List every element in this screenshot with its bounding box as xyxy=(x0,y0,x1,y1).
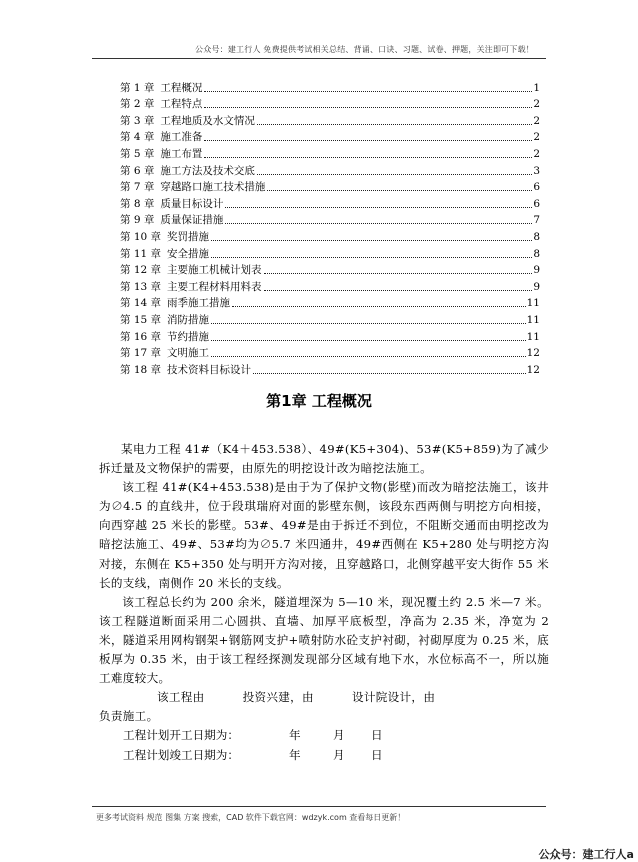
paragraph-2: 该工程 41#(K4+453.538)是由于为了保护文物(影壁)而改为暗挖法施工，该井为∅4.5 的直线井，位于段琪瑞府对面的影壁东侧，该段东西两侧与明挖方向相接，向西穿越 25 米长的影壁。53#、49#是由于拆迁不到位，不阻断交通而由明挖改为暗挖法施工、49#、53#均为∅5.7 米四通井，49#西侧在 K5+280 处与明挖方沟对接，东侧在 K5+350 处与明开方沟对接，且穿越路口，北侧穿越平安大街作 55 米长的支线，南侧作 20 米长的支线。 xyxy=(99,480,549,590)
toc-page-number: 12 xyxy=(526,347,540,360)
toc-entry[interactable] xyxy=(120,178,540,195)
toc-chapter-number: 第 2 章 xyxy=(120,98,155,111)
toc-leader-dots xyxy=(253,372,526,374)
plan-start-month: 月 xyxy=(333,728,345,743)
plan-start-label: 工程计划开工日期为： xyxy=(123,728,239,743)
toc-chapter-number: 第 18 章 xyxy=(120,363,162,376)
toc-leader-dots xyxy=(264,289,533,291)
table-of-contents xyxy=(120,78,540,377)
toc-chapter-title: 节约措施 xyxy=(167,330,210,343)
toc-page-number: 3 xyxy=(533,164,540,177)
toc-page-number: 11 xyxy=(526,313,540,326)
header-note: 公众号：建工行人 免费提供考试相关总结、背诵、口诀、习题、试卷、押题，关注即可下载！ xyxy=(195,45,534,54)
toc-leader-dots xyxy=(204,106,532,108)
paragraph-3: 该工程总长约为 200 余米，隧道埋深为 5—10 米，现况覆土约 2.5 米—7 米。该工程隧道断面采用二心圆拱、直墙、加厚平底板型，净高为 2.35 米，净宽为 2 米，隧道采用网构钢架+钢筋网支护+喷射防水砼支护衬砌，衬砌厚度为 0.25 米，底板厚为 0.35 米，由于该工程经探测发现部分区域有地下水，水位标高不一，所以施工难度较大。 xyxy=(99,594,549,686)
toc-page-number: 8 xyxy=(533,230,540,243)
toc-entry[interactable] xyxy=(120,310,540,327)
toc-leader-dots xyxy=(267,189,532,191)
toc-leader-dots xyxy=(204,90,532,92)
toc-chapter-title: 施工准备 xyxy=(160,131,203,144)
body-text xyxy=(99,440,549,765)
toc-leader-dots xyxy=(225,222,532,224)
toc-entry[interactable] xyxy=(120,327,540,344)
paragraph-4-part-c: 设计院设计，由 xyxy=(351,690,436,705)
toc-leader-dots xyxy=(204,156,532,158)
toc-chapter-number: 第 4 章 xyxy=(120,131,155,144)
toc-entry[interactable] xyxy=(120,294,540,311)
toc-chapter-title: 技术资料目标设计 xyxy=(167,363,252,376)
toc-chapter-number: 第 1 章 xyxy=(120,81,155,94)
toc-page-number: 2 xyxy=(533,131,540,144)
plan-start-year: 年 xyxy=(289,728,301,743)
toc-page-number: 7 xyxy=(533,214,540,227)
toc-chapter-number: 第 8 章 xyxy=(120,197,155,210)
paragraph-4-end: 负责施工。 xyxy=(99,709,159,724)
toc-page-number: 11 xyxy=(526,297,540,310)
toc-page-number: 2 xyxy=(533,147,540,160)
toc-chapter-title: 施工布置 xyxy=(160,147,203,160)
toc-chapter-title: 文明施工 xyxy=(167,347,210,360)
toc-leader-dots xyxy=(232,305,526,307)
toc-chapter-number: 第 9 章 xyxy=(120,214,155,227)
toc-chapter-title: 质量目标设计 xyxy=(160,197,224,210)
toc-chapter-number: 第 3 章 xyxy=(120,114,155,127)
plan-end-day: 日 xyxy=(371,747,383,762)
paragraph-4 xyxy=(99,688,549,707)
toc-entry[interactable] xyxy=(120,344,540,361)
toc-entry[interactable] xyxy=(120,194,540,211)
plan-end-month: 月 xyxy=(333,747,345,762)
section-title: 第1章 工程概况 xyxy=(266,392,372,410)
toc-leader-dots xyxy=(211,256,532,258)
toc-leader-dots xyxy=(211,355,526,357)
toc-chapter-number: 第 13 章 xyxy=(120,280,162,293)
toc-page-number: 12 xyxy=(526,363,540,376)
toc-chapter-title: 安全措施 xyxy=(167,247,210,260)
toc-page-number: 9 xyxy=(533,264,540,277)
toc-page-number: 1 xyxy=(533,81,540,94)
toc-entry[interactable] xyxy=(120,211,540,228)
toc-leader-dots xyxy=(225,206,532,208)
plan-end-year: 年 xyxy=(289,747,301,762)
plan-start-day: 日 xyxy=(371,728,383,743)
toc-page-number: 2 xyxy=(533,114,540,127)
toc-page-number: 11 xyxy=(526,330,540,343)
toc-page-number: 6 xyxy=(533,197,540,210)
toc-chapter-title: 工程特点 xyxy=(160,98,203,111)
toc-entry[interactable] xyxy=(120,95,540,112)
footer-note: 更多考试资料 规范 图集 方案 搜索，CAD 软件下载官网：wdzyk.com 查看每日更新！ xyxy=(96,813,406,822)
toc-page-number: 2 xyxy=(533,98,540,111)
toc-chapter-number: 第 17 章 xyxy=(120,347,162,360)
toc-entry[interactable] xyxy=(120,227,540,244)
toc-chapter-title: 主要施工机械计划表 xyxy=(167,264,262,277)
toc-leader-dots xyxy=(211,239,532,241)
toc-chapter-number: 第 14 章 xyxy=(120,297,162,310)
toc-chapter-title: 质量保证措施 xyxy=(160,214,224,227)
toc-leader-dots xyxy=(211,339,526,341)
toc-chapter-number: 第 16 章 xyxy=(120,330,162,343)
toc-chapter-title: 施工方法及技术交底 xyxy=(160,164,255,177)
watermark-text: 公众号：建工行人a xyxy=(538,848,634,861)
paragraph-4-part-a: 该工程由 xyxy=(157,690,205,705)
toc-entry[interactable] xyxy=(120,111,540,128)
toc-entry[interactable] xyxy=(120,78,540,95)
toc-chapter-title: 穿越路口施工技术措施 xyxy=(160,181,266,194)
toc-chapter-title: 工程概况 xyxy=(160,81,203,94)
toc-page-number: 9 xyxy=(533,280,540,293)
toc-chapter-number: 第 6 章 xyxy=(120,164,155,177)
toc-entry[interactable] xyxy=(120,144,540,161)
plan-start-line xyxy=(123,726,549,745)
toc-entry[interactable] xyxy=(120,277,540,294)
toc-leader-dots xyxy=(257,173,532,175)
toc-entry[interactable] xyxy=(120,161,540,178)
toc-chapter-number: 第 7 章 xyxy=(120,181,155,194)
toc-leader-dots xyxy=(204,139,532,141)
toc-chapter-title: 主要工程材料用料表 xyxy=(167,280,262,293)
toc-chapter-number: 第 12 章 xyxy=(120,264,162,277)
toc-chapter-number: 第 10 章 xyxy=(120,230,162,243)
toc-page-number: 8 xyxy=(533,247,540,260)
toc-chapter-number: 第 15 章 xyxy=(120,313,162,326)
header-rule xyxy=(92,58,546,59)
paragraph-1: 某电力工程 41#（K4＋453.538）、49#(K5+304)、53#(K5+859)为了减少拆迁量及文物保护的需要，由原先的明挖设计改为暗挖法施工。 xyxy=(99,442,549,476)
toc-chapter-number: 第 5 章 xyxy=(120,147,155,160)
toc-entry[interactable] xyxy=(120,128,540,145)
toc-chapter-title: 雨季施工措施 xyxy=(167,297,231,310)
toc-entry[interactable] xyxy=(120,360,540,377)
toc-chapter-number: 第 11 章 xyxy=(120,247,162,260)
paragraph-4-part-b: 投资兴建，由 xyxy=(242,690,314,705)
plan-end-label: 工程计划竣工日期为： xyxy=(123,747,239,762)
toc-leader-dots xyxy=(264,272,533,274)
toc-chapter-title: 消防措施 xyxy=(167,313,210,326)
toc-chapter-title: 奖罚措施 xyxy=(167,230,210,243)
toc-page-number: 6 xyxy=(533,181,540,194)
toc-chapter-title: 工程地质及水文情况 xyxy=(160,114,255,127)
toc-entry[interactable] xyxy=(120,244,540,261)
toc-leader-dots xyxy=(211,322,526,324)
toc-leader-dots xyxy=(257,123,532,125)
toc-entry[interactable] xyxy=(120,261,540,278)
footer-rule xyxy=(92,806,546,807)
plan-end-line xyxy=(123,746,549,765)
